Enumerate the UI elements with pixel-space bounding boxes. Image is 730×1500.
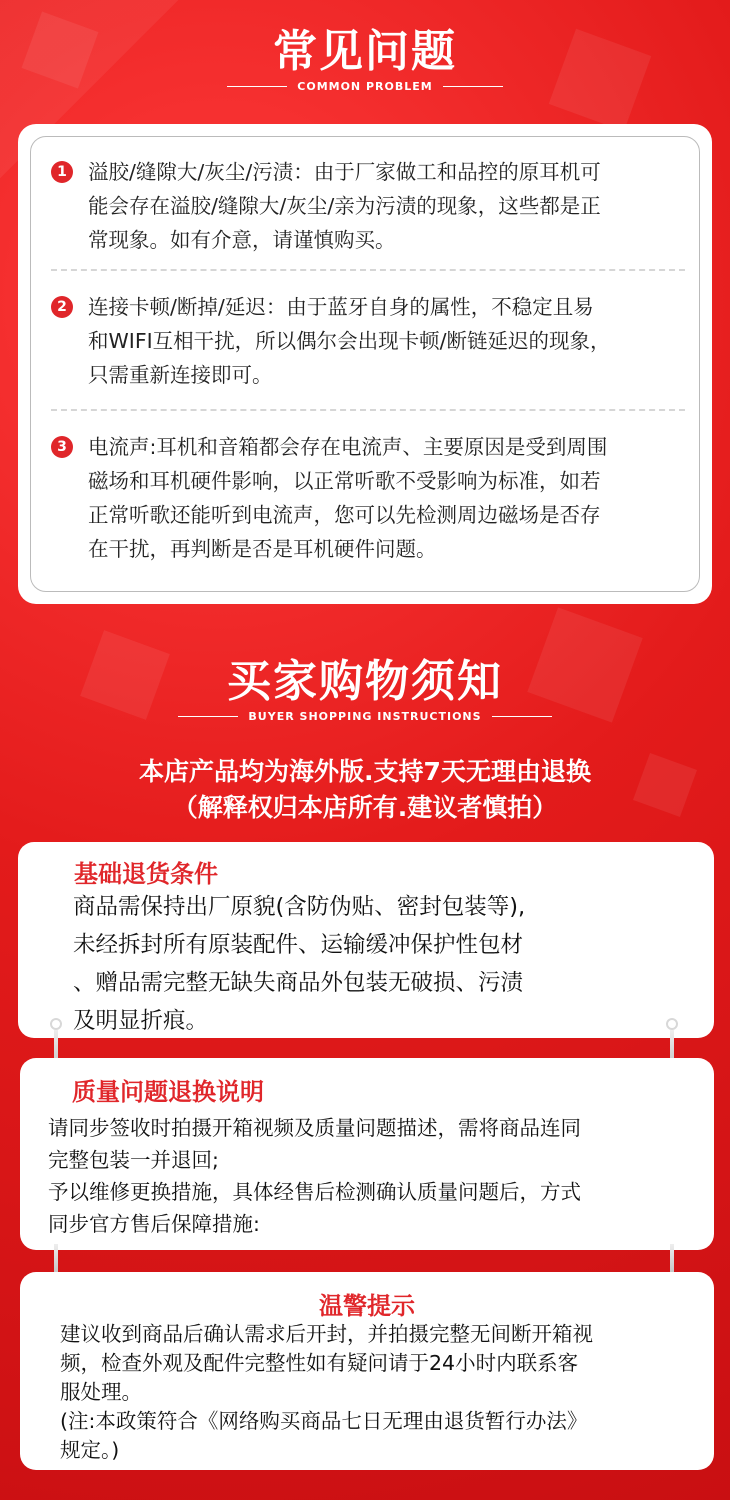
buyer-subtitle: BUYER SHOPPING INSTRUCTIONS bbox=[248, 710, 482, 723]
quality-issue-heading: 质量问题退换说明 bbox=[72, 1078, 264, 1106]
faq-line: 电流声:耳机和音箱都会存在电流声、主要原因是受到周围 bbox=[88, 435, 608, 459]
warm-tips-card bbox=[20, 1272, 714, 1470]
faq-item-text bbox=[88, 290, 685, 392]
dashed-divider bbox=[51, 269, 685, 271]
faq-item-text bbox=[88, 155, 685, 257]
notice-line-1: 本店产品均为海外版.支持7天无理由退换 bbox=[139, 757, 591, 786]
faq-line: 正常听歌还能听到电流声，您可以先检测周边磁场是否存 bbox=[88, 503, 601, 527]
store-notice bbox=[0, 754, 730, 826]
quality-issue-text bbox=[48, 1112, 581, 1240]
faq-item-text bbox=[88, 430, 685, 566]
card-line: 频，检查外观及配件完整性如有疑问请于24小时内联系客 bbox=[60, 1351, 579, 1375]
card-line: 请同步签收时拍摄开箱视频及质量问题描述，需将商品连同 bbox=[48, 1116, 581, 1140]
faq-line: 连接卡顿/断掉/延迟：由于蓝牙自身的属性，不稳定且易 bbox=[88, 295, 594, 319]
card-line: 、赠品需完整无缺失商品外包装无破损、污渍 bbox=[73, 970, 524, 996]
faq-subtitle: COMMON PROBLEM bbox=[297, 80, 433, 93]
faq-line: 能会存在溢胶/缝隙大/灰尘/亲为污渍的现象，这些都是正 bbox=[88, 194, 601, 218]
quality-issue-card bbox=[20, 1058, 714, 1250]
card-line: 规定。) bbox=[60, 1438, 120, 1462]
buyer-section-title bbox=[0, 656, 730, 723]
warm-tips-text bbox=[60, 1320, 593, 1465]
card-line: (注:本政策符合《网络购买商品七日无理由退货暂行办法》 bbox=[60, 1409, 588, 1433]
divider bbox=[227, 86, 287, 87]
return-conditions-text bbox=[73, 888, 525, 1040]
hanging-ring-icon bbox=[50, 1018, 62, 1030]
number-badge-icon: 2 bbox=[51, 296, 73, 318]
card-line: 完整包装一并退回; bbox=[48, 1148, 219, 1172]
faq-card-border bbox=[30, 136, 700, 592]
buyer-subtitle-row bbox=[0, 710, 730, 723]
faq-line: 在干扰，再判断是否是耳机硬件问题。 bbox=[88, 537, 437, 561]
card-line: 及明显折痕。 bbox=[73, 1008, 209, 1034]
faq-title: 常见问题 bbox=[273, 26, 457, 77]
number-badge-icon: 3 bbox=[51, 436, 73, 458]
buyer-title: 买家购物须知 bbox=[227, 656, 503, 707]
faq-card bbox=[18, 124, 712, 604]
divider bbox=[492, 716, 552, 717]
card-line: 建议收到商品后确认需求后开封，并拍摄完整无间断开箱视 bbox=[60, 1322, 593, 1346]
faq-line: 只需重新连接即可。 bbox=[88, 363, 273, 387]
faq-subtitle-row bbox=[0, 80, 730, 93]
number-badge-icon: 1 bbox=[51, 161, 73, 183]
divider bbox=[178, 716, 238, 717]
dashed-divider bbox=[51, 409, 685, 411]
faq-line: 溢胶/缝隙大/灰尘/污渍：由于厂家做工和品控的原耳机可 bbox=[88, 160, 601, 184]
card-line: 同步官方售后保障措施: bbox=[48, 1212, 260, 1236]
card-line: 予以维修更换措施，具体经售后检测确认质量问题后，方式 bbox=[48, 1180, 581, 1204]
faq-line: 常现象。如有介意，请谨慎购买。 bbox=[88, 228, 396, 252]
divider bbox=[443, 86, 503, 87]
notice-line-2: （解释权归本店所有.建议者慎拍） bbox=[172, 793, 558, 822]
hanging-ring-icon bbox=[666, 1018, 678, 1030]
card-line: 未经拆封所有原装配件、运输缓冲保护性包材 bbox=[73, 932, 524, 958]
return-conditions-card bbox=[18, 842, 714, 1038]
card-line: 商品需保持出厂原貌(含防伪贴、密封包装等), bbox=[73, 894, 526, 920]
faq-section-title bbox=[0, 26, 730, 93]
faq-line: 和WIFI互相干扰，所以偶尔会出现卡顿/断链延迟的现象， bbox=[88, 329, 611, 353]
warm-tips-heading: 温警提示 bbox=[319, 1292, 415, 1320]
faq-line: 磁场和耳机硬件影响，以正常听歌不受影响为标准，如若 bbox=[88, 469, 601, 493]
card-line: 服处理。 bbox=[60, 1380, 142, 1404]
return-conditions-heading: 基础退货条件 bbox=[74, 860, 218, 888]
